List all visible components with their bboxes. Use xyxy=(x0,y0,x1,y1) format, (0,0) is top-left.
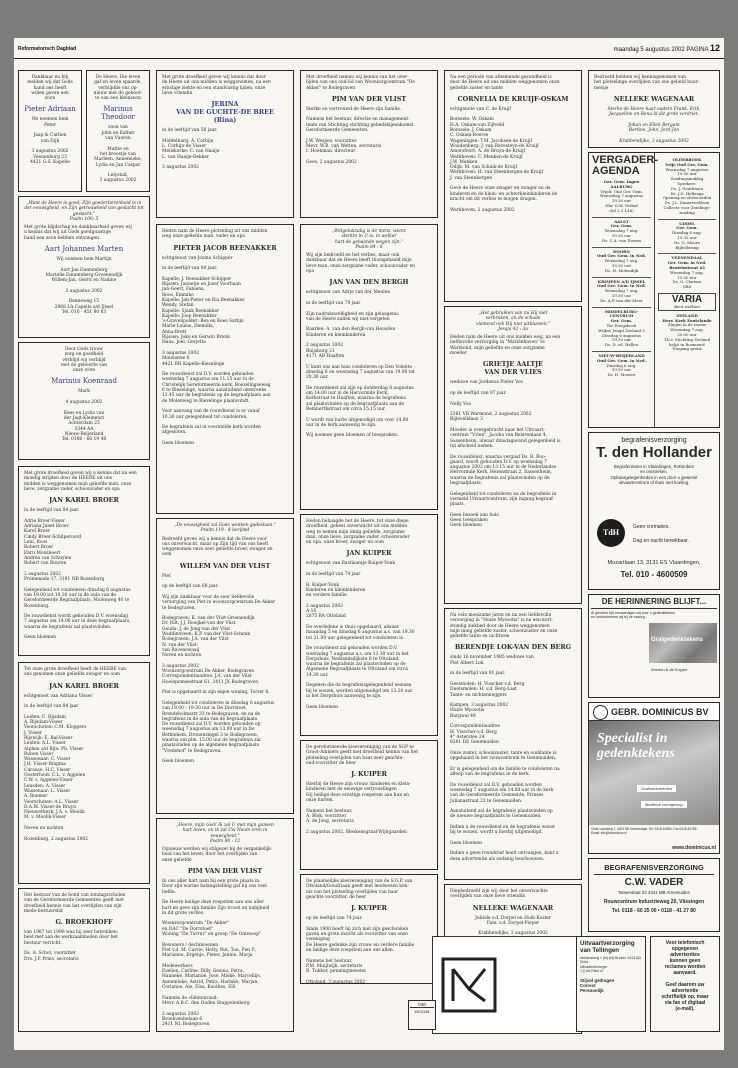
ad-name: JERINA VAN DE GUCHTE-DE BREE (Rina) xyxy=(176,100,274,125)
ad-details: Sterke en vertrouwd de Heere zijn familie. Namens het bestuur, directie en management- team van Stichting stichting gebedsbijeenkomst Gereformeerde Gemeenten, J.W. Wesjies, voorzitter Mevr. W.B. van Wetten, secretaris I. Hoekman, directeur Goes, 2 augustus 2002 xyxy=(306,106,414,165)
ad-text: Tot onze grote droefheid heeft de HEERE van ons genomen onze geliefde zwager en oom xyxy=(24,667,126,678)
ad-text: Opnieuw werden wij stilgezet bij de vergankelijk- heid van het leven, door het overlijden van onze geliefde xyxy=(162,847,273,863)
herinnering-text: Al geruime tijd vervaardigen wij voor u gedenktekens en ondersteunen wij bij de nazorg. xyxy=(591,611,676,620)
agenda-entry xyxy=(592,351,651,378)
ad-details: Juliède v.d. Dorpel en Huib Koster Fam. v.d. Dorpel-Pieper Krabbendijke, 3 augustus 2002 xyxy=(475,915,551,937)
agenda-left-column xyxy=(589,153,659,427)
agenda-entry xyxy=(658,219,716,251)
ad-details: zoon van John en Esther van Vuuren Mattie en het kroostje van Marleen, Annemieke, Lydia en Jan Caspar Lelystad, 3 augustus 2002 xyxy=(94,125,142,184)
herinnering-side: Zeeden & de Kuyper xyxy=(651,667,688,672)
death-ad-cornelia xyxy=(444,70,582,302)
tellingen-logo-area xyxy=(432,936,582,1034)
agenda-right-list xyxy=(658,158,716,290)
herinnering-brand: Gralgedenktekens xyxy=(651,637,704,643)
death-ad-jerina xyxy=(156,70,294,218)
hollander-logo: TdH xyxy=(597,519,625,547)
ad-text: Bedroefd geven wij u kennis dat de Heere voor ons onverwacht, maar op Zijn tijd van ons heeft weggenomen onze zeer geliefde broer, zwager en oom xyxy=(162,536,273,558)
tellingen-title: Uitvaartverzorging van Tellingen xyxy=(580,940,635,954)
paper-name: Reformatorisch Dagblad xyxy=(18,46,77,52)
dominicus-tag-1: Grafmonumenten xyxy=(637,785,676,792)
ad-den-hollander xyxy=(588,432,720,590)
ad-name: PIM VAN DER VLIST xyxy=(187,867,263,876)
agenda-entry xyxy=(592,307,651,348)
agenda-entry-head: OLDEBROEK Vrije Oud Ger. Gem. xyxy=(665,157,709,167)
ad-name: WILLEM VAN DER VLIST xyxy=(179,561,271,570)
agenda-entry-body: Woensdag 7 augustus 19.30 uur Zendingsmiddag Sprekers: Ds. J. Goudriaan Ds. J.D. Hellenga Opening en slotwoorden Ds. J.L. Dunerveeldsen Collecte voor Zendings- zending xyxy=(662,166,712,215)
ad-details: op de leeftijd van 74 jaar. Sinds 1980 heeft hij zich met zijn geschonken gaven en grote inzicht als voorzitter van onze vereniging De Heere gedenke zijn vrouw en verdere familie en heilige deze roepstem aan ons allen. Namens het bestuur, P.M. Muijlwijk, secretaris B. Tukker, penningmeester Ottoland, 3 augustus 2002 xyxy=(306,916,415,984)
masthead xyxy=(14,38,724,59)
hollander-text: Begrafenissen in Vlaardingen, Rotterdam en omstreken. Opbaargelegenheden in een door u gewenst uitvaartcentrum of thuis met koeling. xyxy=(610,464,698,485)
vader-address: Tarwestraat 23 4341 MB Arnemuiden xyxy=(617,890,691,895)
ad-tellingen xyxy=(576,936,646,1032)
ad-details: echtgenoot van Adriana Visser in de leeftijd van 84 jaar Leiden: C. Rijsdam A. Rijsdam-Visser Voorschoten: C.M. Kloppers J. Visser Rijswijk: E. Bal-Visser Leiden: A.L. Visser Alphen a/d Rijn: Ph. Visser Ruben Visser Wassenaar: C. Visser J.H. Visser-Ringma Curasao: H.C. Visser Oosterhout: C.L. v. Aggelen C.W. v. Aggelen-Visser Leusden: A. Visser Wassenaar: L. Visser A. Roemer Voorschoten: A.L. Visser D.A.M. Visser-de Bruyn Nieuwerkerk: J.A. v. Moolik M. v. Moolik-Visser Neven en nichten Rozenburg, 2 augustus 2002 xyxy=(24,693,93,842)
gravestone-photo xyxy=(649,623,717,663)
agenda-entry-body: Dinsdag 6 aug. 19.30 uur Ds. D. Mowier xyxy=(606,362,637,378)
agenda-entry-head: AALST Ger. Gem. xyxy=(610,218,633,229)
agenda-entry-head: NIEUW-BEIJERLAND Oud Ger. Gem. in Ned. xyxy=(597,352,646,363)
ad-quote: „Het gebruiken van nu Hij niet verbroken, en de schade vlamend ook Hij niet uitblussen." Jesaja 42 : 3a xyxy=(475,311,550,332)
ad-text: Heden nam de Heere plotseling uit ons midden weg onze geliefde man, vader en opa xyxy=(162,229,268,240)
ad-details: echtgenoot van Jozina Schipper in de leeftijd van 88 jaar. Kapelle: J. Beenakker-Schipper Rijssen: Jannetje en Jozef Voorbaan Jan-Geert, Fabiena, Roos, Emmiko Kapelle: Jan-Pieter en Ria Beenakker Wendy, Stefan Kapelle: Sjaak Beenakker Kapelle: Joep Beenakker 's-Gravenpolder: Bea en Kees Sattijn Marie-Louise, Diemilla, Anna-Brett Rijssen: Joke en Gerwin Brenk Hans, Joel, Gerjetta 3 augustus 2002 Molenstee 6 4421 BH Kapelle-Biezelinge De rouwdienst zal D.V. worden gehouden woensdag 7 augustus om 11.15 uur in de Christelijk Gereformeerde kerk, Boezelingseweg 6 te Biezelinge, waarna aansluitend omstreeks 12.45 uur de begrafenis op de begraafplaats aan de Molenweg te Biezelinge plaatsvindt. Voor aanvang van de rouwdienst is er vanaf 10.30 uur gelegenheid tot condoleren. De begrafenis zal in voormelde kerk worden afgesloten. Geen bloemen xyxy=(162,255,271,446)
ad-quote: „Want de Heere is goed; Zijn goedertierenheid is in der eeuwigheid, en Zijn getrouwheid van geslacht tot geslacht." Psalm 100: 5 xyxy=(24,201,144,222)
ad-text: De plaatselijke kiesvereniging van de S.G.P. van Ottoland/Goudriaan geeft met leedwezen ken- nis van het plotseling overlijden van haar geachte voorzitter, de heer xyxy=(306,879,413,900)
ad-name: NELLEKE WAGENAAR xyxy=(613,94,695,103)
ad-text: Bedroefd hebben wij kennisgenomen van het plotselinge overlijden van ons geliefd buur- meisje xyxy=(594,75,700,91)
dominicus-footer: Oude Landweg 7, 4301 SB Veenendaal. Tel. 0318-51560, Fax 0318-51785 Email: info@dominicus.nl xyxy=(591,827,697,835)
ad-quote: „Welgelukzalig is de mens, wiens sterkte in U is, in welker hart de gebaande wegen zijn." Psalm 84 : 6 xyxy=(332,229,406,250)
agenda-title: VERGADER- AGENDA xyxy=(592,154,659,177)
death-ad-jan-van-den-bergh xyxy=(300,224,438,510)
page-info xyxy=(614,43,720,53)
ad-name: JAN VAN DEN BERGH xyxy=(329,278,409,287)
ad-name: J. KUIPER xyxy=(351,904,387,913)
birth-ad-pieter xyxy=(18,70,82,192)
ad-text: Met grote droefheid geven wij u kennis dat na een moedig strijden door de HEERE uit ons midden is weggenomen mijn geliefde man, onze lieve, zorgzame vader, schoonvader en opa xyxy=(24,471,137,492)
ad-details: echtgenote van C. de Kruijf Borssele: W. Oskam H.A. Oskam-van Zijtveld Borssele: J. Oskam C. Oskam-Boerse Wageningen: T.M. Jacobsen-de Kruijf Woudenberg: J. van Ravesteyn-de Kruijf Amersfoort: A. de Bruyn-de Kruijf Werkhoven: C. Menken-de Kruijf J.W. Menken Odijk: M. van Schaik-de Kruijf Werkhoven: H. van Steenbergen-de Kruijf J. van Steenbergen Geve de Heere onze zwager en zwager en de kinderen en de klein- en achterkleinkinderen de kracht om dit verlies te mogen dragen. Werkhoven, 2 augustus 2002 xyxy=(450,106,558,213)
ad-name: BERENDJE LOK-VAN DEN BERG xyxy=(454,643,572,652)
ad-text: Diepbedroefd zijn wij door het onverwachte overlijden van onze lieve vriendin xyxy=(450,889,548,900)
ad-details: We noemen hem Peter Jaap & Carlien van Dijk 3 augustus 2002 Veenenburg 23 4421 G.S. Kapelle xyxy=(30,117,70,165)
agenda-entry-zeeland xyxy=(658,314,716,352)
agenda-entry xyxy=(658,253,716,290)
tellingen-logo-icon xyxy=(439,955,499,1015)
tellingen-tagline-3: Persoonlijk xyxy=(580,987,604,993)
varia-subtitle: Bent welkom xyxy=(674,303,700,309)
ad-name: JAN KAREL BROER xyxy=(49,496,119,505)
vader-name: C.W. VADER xyxy=(624,877,684,888)
ad-name: Marinus Theodoor xyxy=(101,105,135,122)
dominicus-website: www.dominicus.nl xyxy=(672,845,716,851)
ad-name: PIM VAN DER VLIST xyxy=(331,94,407,103)
notice-number-1: 030 xyxy=(410,1002,434,1008)
death-ad-nelleke-neighbours xyxy=(588,70,720,148)
agenda-entry xyxy=(658,158,716,216)
hollander-top: begrafenisverzorging xyxy=(621,437,687,444)
agenda-entry-body: Vrijdr. Oud Ger. Gem. Woensdag 7 augustus 19.30 uur Dhr. G.W. Verhof (tel 2.1 L16) xyxy=(599,188,643,213)
ad-name: G. BROEKHOFF xyxy=(55,918,113,927)
agenda-entry-head: KRIMPEN A/D IJSSEL Oud Ger. Gem. in Ned. xyxy=(597,278,646,289)
ad-text: Wij zijn bedroefd en het verlies, maar ook dankbaar dat de Heere heeft thuisgehaald mijn lieve man, onze zorgzame vader, schoonvader en opa xyxy=(306,253,416,275)
ad-text: De Heere, Die leven gaf en leven spaarde, verblijdde ons op- nieuw met de geboor- te van een kleinzoon xyxy=(93,75,143,102)
agenda-entry-body: Woensdag 7 aug. 19.30 uur Ds. H. Molendijk xyxy=(604,258,639,273)
agenda-entry-body: Woensdag 7 aug. 19.30 uur Ds. G. Clarisse GBS xyxy=(670,269,704,290)
agenda-entry-head: ZEELAND Herv. Kerk Zoutelande xyxy=(662,312,712,323)
agenda-entry xyxy=(592,180,651,214)
hollander-phone: Tel. 010 - 4600509 xyxy=(620,570,688,579)
ad-herinnering xyxy=(588,594,720,698)
meeting-agenda xyxy=(588,152,720,428)
ad-text: Na een periode van afnemende gezondheid is door de Heere uit ons midden weggenomen onze geliefde zuster en tante xyxy=(450,75,560,91)
telephone-notice-text: Voor telefonisch opgegeven advertenties kunnen geen reclames worden aanvaard. Geef daarom uw advertentie schriftelijk op, maar via fax of digitaal (e-mail). xyxy=(661,940,709,1012)
hollander-title: T. den Hollander xyxy=(596,444,712,461)
ad-text: De gereformeerde kiesvereniging van de SGP te Groot-Ammers geeft met droefheid kennis van het plotseling overlijden van haar zeer geachte oud-voorzitter de heer xyxy=(306,745,418,766)
tellingen-info: Adrianaweg 1 (bij Kit) Bruinb. 0113 AD Zeist Uitvaartverzorger 1 () tel.Rikel.nl xyxy=(580,956,642,974)
death-ad-kuiper-ottoland xyxy=(300,874,438,984)
page-label: PAGINA xyxy=(686,47,709,53)
varia-title: VARIA xyxy=(671,293,703,305)
ad-name: PIETER JACOB BEENAKKER xyxy=(173,243,277,252)
ad-quote: „De eeuwigheid zal Gods wenken gadeslaan." Psalm 119 : 8 berijmd xyxy=(174,523,276,534)
hollander-available: Dag en nacht bereikbaar. xyxy=(633,538,689,544)
notice-number-box xyxy=(408,1000,436,1030)
ad-text: Met droefheid nemen wij kennis van het over- lijden van ons oud-lid van Woonzorgcentrum "De Akker" te Bodegraven xyxy=(306,75,415,91)
dominicus-photo xyxy=(589,721,719,825)
ad-vader xyxy=(588,858,720,932)
birth-ad-marinus-koenraad xyxy=(18,342,150,460)
death-ad-broekhoff xyxy=(18,888,150,1032)
vader-phone: Tel. 0118 - 60 25 00 • 0118 - 41 27 80 xyxy=(612,908,696,915)
ad-quote: „Heere, mijn God! Ik zal U met mijn gansen hart loven, en ik zal Uw Naam eren in eeuwigheid." Psalm 86 : 12 xyxy=(176,823,274,844)
dominicus-specialist: Specialist in gedenktekens xyxy=(597,731,675,761)
ad-details: in de leeftijd van 84 jaar. Adrie Broer-Visser Adriana Janet Broer Karel Broer Cindy Broer-Schilperoord Leni, Roos Robert Broer Ebru Monsbeert Andrea van Schuylen Robert van Buuren 2 augustus 2002 Promenade 17, 3181 NB Rozenburg Gelegenheid tot condoleren dinsdag 6 augustus van 19.00 tot 19.30 uur in de aula van de Gereformeerde Begraafplaats, Molenweg 40 te Rozenburg. De rouwdienst wordt gehouden D.V. woensdag 7 augustus om 14.00 uur in deze begraafplaats, waarna de begrafenis zal plaatsvinden. Geen bloemen xyxy=(24,508,131,641)
death-ad-willem-van-der-vlist xyxy=(156,518,294,814)
ad-details: Wij noemen hem Martijn Aart Jan Dannenberg Martelle Dannenberg-Groenendijk Willem-Jan, Gerrit en Nadine 3 augustus 2002 Benneweg 15 2968 LA Capelle a/d IJssel Tel. 010 - 451 80 83 xyxy=(45,257,123,316)
ad-details: echtgenoot van Adrje van der Meulen in de leeftijd van 79 jaar Zijn nadrukswelligheid en zijn gelaagenis van de Heere zullen wij niet vergeten Baarlen: A. van den Bergh-van Heusden Kinderen en kleinkinderen 2 augustus 2002 Ruijsburg 21 4171 AB Haaften U kunt ons aan huis condoleren op Den Volente dinsdag 6 en woensdag 7 augustus van 19.00 tot 20.30 uur. De rouwdienst zal zijn op donderdag 8 augustus om 14.00 uur in de Hervormde Kerk, Kerkstraat te Haaften, waarna de begrafenis zal plaatsvinden op de begraafplaats aan de Remberthstraat om circa 15.15 uur. U wordt van harte uitgenodigd om voor 14.00 uur in de kerk aanwezig te zijn. Wij noemen geen bloemen of toespraken. xyxy=(306,290,415,439)
death-ad-pim-akker xyxy=(300,70,438,218)
ad-details: sinds 16 november 1985 weduwe van Piet Albert Lok in de leeftijd van 81 jaar. Geesmolen: H. Visscher-v.d. Berg Duetsmolen: H. v.d. Berg-Last Tante- en nichtenneggers Kampen, 3 augustus 2002 Huize Myosotis Burgwal 49 Correspondentieadres H. Visscher-v.d. Berg 4° Asterstee 24 8261 DE Genemuiden Onze zuster, schoonzuster, tante en ouddante is opgebaard in het rouwcentrum te Genemuiden. Er is gelegenheid om de familie te condoleren na afloop van de begrafenis in de kerk. De rouwdienst zal D.V. gehouden worden woensdag 7 augustus om 14.00 uur in de kerk van de Gereformeerde Gemeente, Prinses Julianastraat 22 te Genemuiden. Aansluitend zal de begrafenis plaatsvinden op de nieuwe begraafplaats te Genemuiden. Indien u de rouwdienst en de begrafenis wenst bij te wonen, wordt u hierbij uitgenodigd. Geen bloemen Indien u geen rouwbrief heeft ontvangen, kunt u deze advertentie als zodanig beschouwen. xyxy=(450,655,560,862)
death-ad-jan-karel-broer xyxy=(18,466,150,656)
ad-text: Met grote blijdschap en dankbaarheid geven wij u kennis dat wij uit Gods goedgunstige hand een zoon hebben ontvangen. xyxy=(24,225,132,241)
hollander-address: Mozartlaan 13, 3131 ES Vlaardingen, xyxy=(607,560,701,566)
ad-details: Sterke de Heere haar ouders Frank, Erik, Jacqueline en Rena in dit grote verdriet. Johan en Ellen Bergam Bertine, John, Jord-Jon Krabbendijke, 3 augustus 2002 xyxy=(607,106,701,144)
ad-details: Piet op de leeftijd van 68 jaar. Wij zijn dankbaar voor de zeer liefdevolle verzorging van Piet in woonzorgcentrum De Akker te Bodegraven. Bodegraven: K. van der Vlist-Groenendijk Dr. Rilt, J.J. Rooijkel-van der Vlist Gouda: J. de Jong-van der Vlist Waddinxveen: K.P. van der Vlist-Schenk Bodegraven: J.A. van der Vlist N. van der Vlist- van Ravenswaaij Neven en nichten 3 augustus 2002 Woonzorgcentrum De Akker, Bodegraven Correspondentieadres: J.A. van der Vlist Hooiepomsestraat 61, 2411 JX Bodegraven Piet is opgebaard in zijn eigen woning, Torrer 6. Gelegenheid tot condoleren in dinsdag 6 augustus van 19.00 - 19.30 uur in De Dorrstoet, Brendeholmsstr 33 te Bodegraven, en na de begrafenis in de aula van de begraafplaats. De rouwdienst zal D.V. worden gehouden op woensdag 7 augustus om 13.00 uur in De Bethlehem, Dronenzingel 3 te Bodegraven, waarna om plm. 15.00 uur de begrafenis zal plaatsvinden op de algemene begraafplaats "Vredehof" te Bodegraven. Geen bloemen xyxy=(162,573,276,765)
agenda-right-column xyxy=(655,153,719,427)
ad-name: Marinus Koenraad xyxy=(51,377,117,386)
hollander-no-cremation: Geen crematies. xyxy=(633,524,670,530)
ad-text: Heden nam de Heere uit ons midden weg, na een liefdevolle verzorging in "Mariënhaven" te Warmond, mijn geliefde en onze zorgzame moeder xyxy=(450,335,561,357)
dominicus-tag-2: Moderne vormgeving xyxy=(641,801,687,808)
agenda-entry xyxy=(592,247,651,274)
ad-dominicus xyxy=(588,702,720,854)
agenda-entry xyxy=(592,217,651,244)
dominicus-header xyxy=(589,703,719,721)
ad-text: Het bestuur van de bond van zondagsscholen van de Gereformeerde Gemeenten geeft met droefheid kennis van het overlijden van zijn mede-bestuurslid xyxy=(24,893,126,914)
death-ad-grietje xyxy=(444,306,582,604)
agenda-entry-head: MIDDELBURG- CENTRUM Ger. Gem. xyxy=(604,308,639,324)
herinnering-title: DE HERINNERING BLIJFT... xyxy=(591,597,717,609)
newspaper-page xyxy=(14,38,724,1050)
ad-name: Pieter Adriaan xyxy=(24,105,76,114)
ad-name: Aart Johannes Marten xyxy=(44,245,124,254)
death-ad-pim-van-der-vlist xyxy=(156,818,294,1032)
varia-box xyxy=(658,293,716,311)
ad-text: Dankbaar en blij melden wij dat Gods hand ons heeft willen geven een zoon xyxy=(27,75,73,102)
agenda-entry-head: DOORN Oud Ger. Gem. in Ned. xyxy=(597,248,646,259)
ad-details: Mark 4 augustus 2002 Kees en Lydia van der Jagt-Kleinenst Achterdam 25 3344 AA Nieuw-Beijerland Tel. 0186 - 66 19 48 xyxy=(61,389,107,443)
tellingen-tagline-2: Correct xyxy=(580,982,596,988)
vader-top: BEGRAFENISVERZORGING xyxy=(594,863,714,875)
birth-ad-aart xyxy=(18,196,150,338)
vader-rouwcentrum: Rouwcentrum Industrieweg 20, Vlissingen xyxy=(603,899,705,906)
ad-details: in de leeftijd van 58 jaar. Middelburg: A. Corbijn L. Corbijn-de Visser Meliskerke: C. van Haaije L. van Haaije-Dekker 3 augustus 2002 xyxy=(162,128,220,171)
ad-name: JAN KAREL BROER xyxy=(49,681,119,690)
agenda-entry-head: UDDEL Ger. Gem. xyxy=(676,220,698,231)
death-ad-jan-kuiper xyxy=(300,514,438,736)
ad-text: Door Gods trouw zorg en goedheid verblijd wij verblijd met de geboorte van onze zoon xyxy=(60,347,108,374)
agenda-entry-body: Zingen in de zomer Woensdag 7 aug. 20.00 uur T.b.v. Stichting Zeeland helpt in Roemenië Toegang gratis xyxy=(663,322,711,352)
page-number: 12 xyxy=(709,43,720,53)
tellingen-tagline-1: Stijvol gedragen xyxy=(580,977,615,983)
ad-name: JAN KUIPER xyxy=(346,549,392,558)
death-ad-kuiper-sgp xyxy=(300,740,438,870)
agenda-entry-body: Ter Hoogsbech Wijkse Jeugd Zeeland 3 Dinsdag 6 augustus 19.30 uur Ds. D. vd. Hellen xyxy=(598,322,645,348)
agenda-entry-body: Woensdag 7 aug. 19.30 uur Ds. C.A. van Tooren xyxy=(602,228,641,243)
ad-text: Heden behaagde het de Heere, tot onze diepe droefheid, geheel onverwacht uit ons midden weg te nemen mijn innig geliefde, zorgzame man, onze lieve, zorgzame vader, schoonvader en opa, onze broer, zwager en oom xyxy=(306,519,410,546)
ad-details: Hierbij de Heere zijn vrouw, kinderen en klein- kinderen met de eeuwige vertroostingen Hij heilige deze ernstige roepstem aan hun en onze harten. Namens het bestuur, A. Blok, voorzitter A. de Jong, secretaris 2 augustus 2002, Bleskensgraaf-Wijngaarden xyxy=(306,782,411,835)
agenda-entry-head: Ger. Gem. Ingen AALBURG xyxy=(603,179,640,189)
notice-number-2: 6913138 xyxy=(414,1010,430,1015)
birth-ad-marinus-theodoor xyxy=(86,70,150,192)
page-date: maandag 5 augustus 2002 xyxy=(613,47,685,53)
ad-name: CORNELIA DE KRUIJF-OSKAM xyxy=(457,94,569,103)
agenda-entry-body: Woensdag 7 aug. 19.30 uur Ds. A.P. van der Meer xyxy=(600,288,643,303)
death-ad-berendje xyxy=(444,608,582,880)
dominicus-title: GEBR. DOMINICUS BV xyxy=(611,707,709,717)
agenda-left-list xyxy=(592,180,651,378)
ad-text: Na vele moeizame jaren en na een liefdevolle verzorging in "Huize Myosotis" is na een kort- stondig ziekbed door de Heere weggenomen mijn innig geliefde zuster, schoonzuster en onze geliefde tante en nichtwen xyxy=(450,613,558,640)
ad-name: NELLEKE WAGENAAR xyxy=(472,903,554,912)
dominicus-logo-icon xyxy=(593,705,608,720)
ad-text: Met grote droefheid geven wij kennis dat door de Heere uit ons midden is weggenomen, na een ernstige ziekte en een standvastig lijden, onze lieve vriendin xyxy=(162,75,271,96)
agenda-entry xyxy=(592,277,651,304)
agenda-entry-head: VEENENDAAL Ger. Gem. in Ned. Beatrixstraat 43 xyxy=(667,255,707,270)
telephone-notice xyxy=(650,936,720,1032)
ad-details: weduwe van Jordanus Pieter Vos op de leeftijd van 87 jaar. Nelly Vos 2361 VB Warmond, 2 augustus 2002 Bijlevelldaan 3 Moeder is overgebracht naar het Uitvaart- centrum "Vrien", Jacoba van Beierenlaan 4, Sassenheim, alwaar dinsdagavond gelegenheid is tot afscheid nemen. De rouwdienst, waarna vergaaf Ds. R. Boo- gaard, wordt gehouden D.V. op woensdag 7 augustus 2002 om 13.15 uur in de Nederlandse Hervormde Kerk, Herenstraat 2, Sassenheim, waarna de begrafenis zal plaatsvinden op de begraafplaats. Gelegenheid tot condoleren na de begrafenis in vermeld Uitvaartcentrum, zijn ingang begraaf- plaats. Geen bezoek aan huis Geen toespraken Geen bloemen xyxy=(450,380,561,529)
ad-details: van 1987 tot 1996 was hij zeer betrokken- heid met aan de werkzaamheden door het bestuur verricht. Ds. A. Schot, voorzitter Drs. J.P. Prins, secretaris xyxy=(24,930,119,962)
ad-name: GRIETJE AALTJE VAN DER VLIES xyxy=(482,360,544,377)
ad-name: J. KUIPER xyxy=(351,770,387,779)
ad-details: echtgenoot van Bastiaantje Kuiper-Vonk in de leeftijd van 74 jaar B. Kuiper-Vonk Kinderen en kleinkinderen en verdere familie 2 augustus 2002 A 16 2875 BA Ottoland De overledene is thuis opgebaard, alwaar maandag 5 en dinsdag 6 augustus a.s. van 19.30 tot 21.00 uur gelegenheid tot condoleren is. De rouwdienst zal gehouden worden D.V. woensdag 7 augustus a.s. om 13.30 uur in het Dorpshuis, Nedlandsdijkste 8 te Ottoland, waarna de begrafenis zal plaatsvinden op de Algemene Begraafplaats te Ottoland om circa 14.30 uur. Degenen die de begrafenisgelegenheid wensen bij te wonen, worden uitgenodigd om 13.20 uur in het Dorpshuis aanwezig te zijn. Geen bloemen xyxy=(306,561,415,710)
ad-details: In ons aller hart nam hij een grote plaats in. Door zijn warme belangstelling gaf hij ons veel liefde. De Heere heilige deze roepstem aan ons aller hart en geve zijn familie Zijn troost en nabijheid in dit grote verlies. Woonzorgcentrum "De Akker" en DAC "De Dorrstoet" Woning "De Turrnr" en groep "De Ontmoop" Bewoners / dechnnoenen Piet v.d. M. Carrie, Hetty, Rut, Ton, Piet P., Marianne, Ergenje, Pieter, Jennie, Marja Medewerkers Evelien, Carline, Dilly, Gesina, Petra, Hanneke, Marianne, Jose, Mieke, Marcellijs, Annemieke, Astrid, Petra, Harmke, Marjan, Corianne, Ale, Elsa, Kootlies, Elli Namens de cliëntenraad: Mevr. A.B.C. den Ouden-Stappelenberg 2 augustus 2002 Broekvenbelaan 6 2411 NL Bodegraven xyxy=(162,879,270,1028)
death-ad-jan-karel-broer-family xyxy=(18,662,150,884)
death-ad-beenakker xyxy=(156,224,294,514)
agenda-entry-body: Dinsdag 6 aug. 19.30 uur Ds. G. Moore Bijbellezing xyxy=(672,230,702,250)
